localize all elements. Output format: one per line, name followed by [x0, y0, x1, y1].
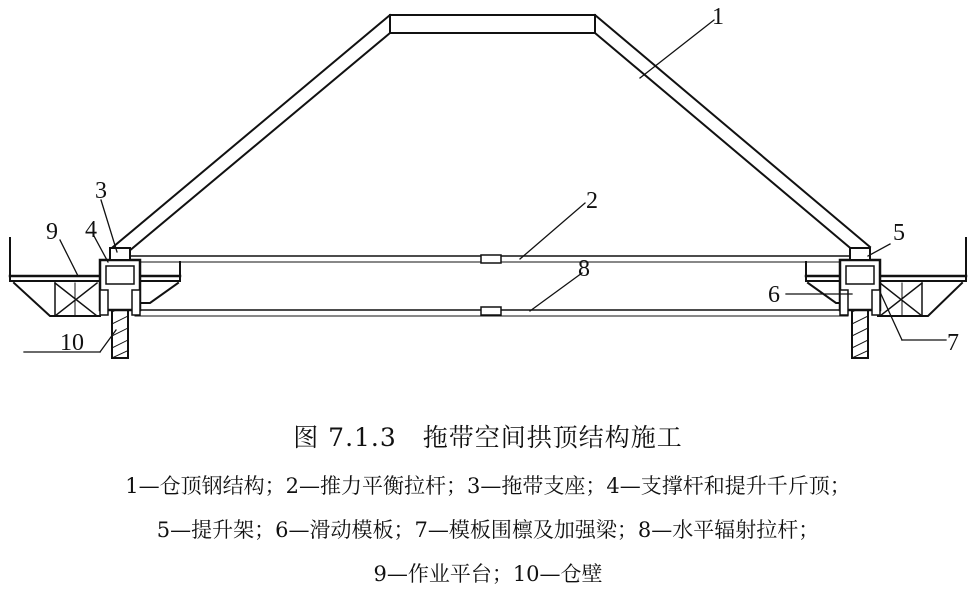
- figure-title: 图 7.1.3 拖带空间拱顶结构施工: [293, 423, 683, 452]
- callout-3: 3: [95, 178, 107, 204]
- roof-steel-structure: [113, 15, 870, 252]
- horizontal-radial-tie-rod: [135, 307, 848, 316]
- callout-2: 2: [586, 188, 598, 214]
- callout-6: 6: [768, 282, 780, 308]
- callout-1: 1: [712, 4, 724, 30]
- callout-5: 5: [893, 220, 905, 246]
- left-work-platform: [10, 238, 180, 316]
- callout-8: 8: [578, 256, 590, 282]
- thrust-balance-tie-rod: [130, 255, 852, 263]
- legend-line-3: 9—作业平台；10—仓壁: [373, 562, 603, 586]
- callout-7: 7: [947, 330, 959, 356]
- leader-lines: [24, 20, 946, 352]
- callout-9: 9: [46, 219, 58, 245]
- right-lifting-frame: [840, 248, 880, 315]
- callout-10: 10: [60, 330, 84, 356]
- callout-4: 4: [85, 217, 97, 243]
- legend-line-1: 1—仓顶钢结构；2—推力平衡拉杆；3—拖带支座；4—支撑杆和提升千斤顶；: [125, 474, 851, 498]
- legend-line-2: 5—提升架；6—滑动模板；7—模板围檩及加强梁；8—水平辐射拉杆；: [156, 518, 820, 542]
